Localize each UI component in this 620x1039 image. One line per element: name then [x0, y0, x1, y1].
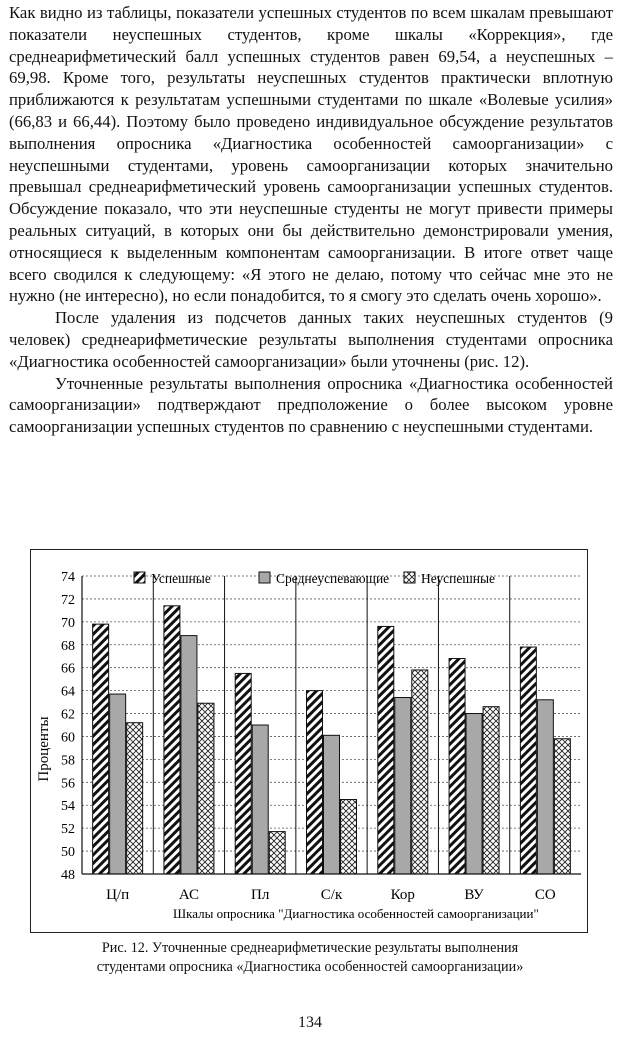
x-tick-label: Пл [251, 887, 270, 903]
bar-chart [31, 550, 587, 932]
legend-swatch [134, 572, 145, 583]
caption-line-2: студентами опросника «Диагностика особенностей самоорганизации» [96, 958, 524, 975]
y-tick-label: 54 [61, 799, 75, 815]
paragraph-2: После удаления из подсчетов данных таких неуспешных студентов (9 человек) среднеарифметические результаты выполнения студентами опросника «Диагностика особенностей самоорганизации» были уточнены (рис. 12). [9, 308, 613, 371]
y-tick-label: 70 [61, 615, 75, 631]
bar-average [395, 697, 411, 874]
y-tick-label: 52 [61, 822, 75, 838]
bars [93, 606, 571, 874]
y-tick-label: 66 [61, 661, 75, 677]
y-tick-label: 68 [61, 638, 75, 654]
x-tick-label: АС [178, 887, 199, 903]
caption-line-1: Рис. 12. Уточненные среднеарифметические результаты выполнения [101, 940, 519, 956]
y-tick-label: 56 [61, 776, 75, 792]
bar-successful [378, 626, 394, 874]
bar-unsuccessful [269, 832, 285, 874]
legend-label: Среднеуспевающие [276, 571, 390, 586]
page-number: 134 [298, 1014, 322, 1031]
legend-label: Неуспешные [421, 571, 496, 586]
y-tick-label: 72 [61, 592, 75, 608]
bar-unsuccessful [341, 800, 357, 875]
x-tick-label: С/к [320, 887, 343, 903]
y-tick-label: 48 [61, 868, 75, 883]
bar-average [466, 714, 482, 874]
bar-unsuccessful [412, 670, 428, 874]
bar-average [537, 700, 553, 874]
figure-caption [20, 939, 600, 976]
paragraph-3: Уточненные результаты выполнения опросника «Диагностика особенностей самоорганизации» подтверждают предположение о более высоком уровне самоорганизации успешных студентов по сравнению с неуспешными студентами. [9, 373, 613, 437]
y-tick-label: 50 [61, 845, 75, 861]
bar-successful [520, 647, 536, 874]
bar-successful [93, 624, 109, 874]
bar-successful [307, 691, 323, 874]
legend-label: Успешные [151, 571, 211, 586]
bar-successful [235, 673, 251, 874]
bar-successful [164, 606, 180, 874]
x-tick-label: Кор [390, 887, 415, 903]
bar-unsuccessful [127, 723, 143, 874]
figure-12 [30, 549, 588, 933]
legend-swatch [404, 572, 415, 583]
legend-swatch [259, 572, 270, 583]
x-tick-label: Ц/п [106, 887, 130, 903]
bar-average [181, 636, 197, 874]
y-tick-label: 74 [61, 570, 75, 585]
bar-successful [449, 659, 465, 874]
x-axis-label: Шкалы опросника "Диагностика особенностей самоорганизации" [173, 906, 539, 921]
bar-average [324, 735, 340, 874]
bar-average [110, 694, 126, 874]
y-axis-label: Проценты [36, 716, 52, 782]
paragraph-1: Как видно из таблицы, показатели успешных студентов по всем шкалам превышают показатели неуспешных студентов, кроме шкалы «Коррекция», где среднеарифметический балл успешных студентов равен 69,54, а неуспешных – 69,98. Кроме того, результаты неуспешных студентов практически вплотную приближаются к результатам успешными студентами по шкале «Волевые усилия» (66,83 и 66,44). Поэтому было проведено индивидуальное обсуждение результатов выполнения опросника «Диагностика особенностей самоорганизации» с неуспешными студентами, уровень самоорганизации которых значительно превышал среднеарифметический уровень самоорганизации успешных студентов. Обсуждение показало, что эти неуспешные студенты не могут привести примеры реальных ситуаций, в которых они бы действительно демонстрировали умения, относящиеся к выделенным компонентам самоорганизации. В итоге ответ чаще всего сводился к следующему: «Я этого не делаю, потому что сейчас мне это не нужно (не интересно), но если понадобится, то я смогу это сделать очень хорошо». [9, 3, 613, 306]
body-text [9, 2, 613, 438]
bar-unsuccessful [198, 703, 214, 874]
legend [134, 571, 495, 586]
y-tick-label: 58 [61, 753, 75, 769]
bar-average [252, 725, 268, 874]
y-tick-label: 62 [61, 707, 75, 723]
bar-unsuccessful [554, 739, 570, 874]
x-tick-label: ВУ [464, 887, 484, 903]
y-tick-label: 60 [61, 730, 75, 746]
bar-unsuccessful [483, 707, 499, 874]
y-tick-label: 64 [61, 684, 75, 700]
x-tick-label: СО [534, 887, 556, 903]
